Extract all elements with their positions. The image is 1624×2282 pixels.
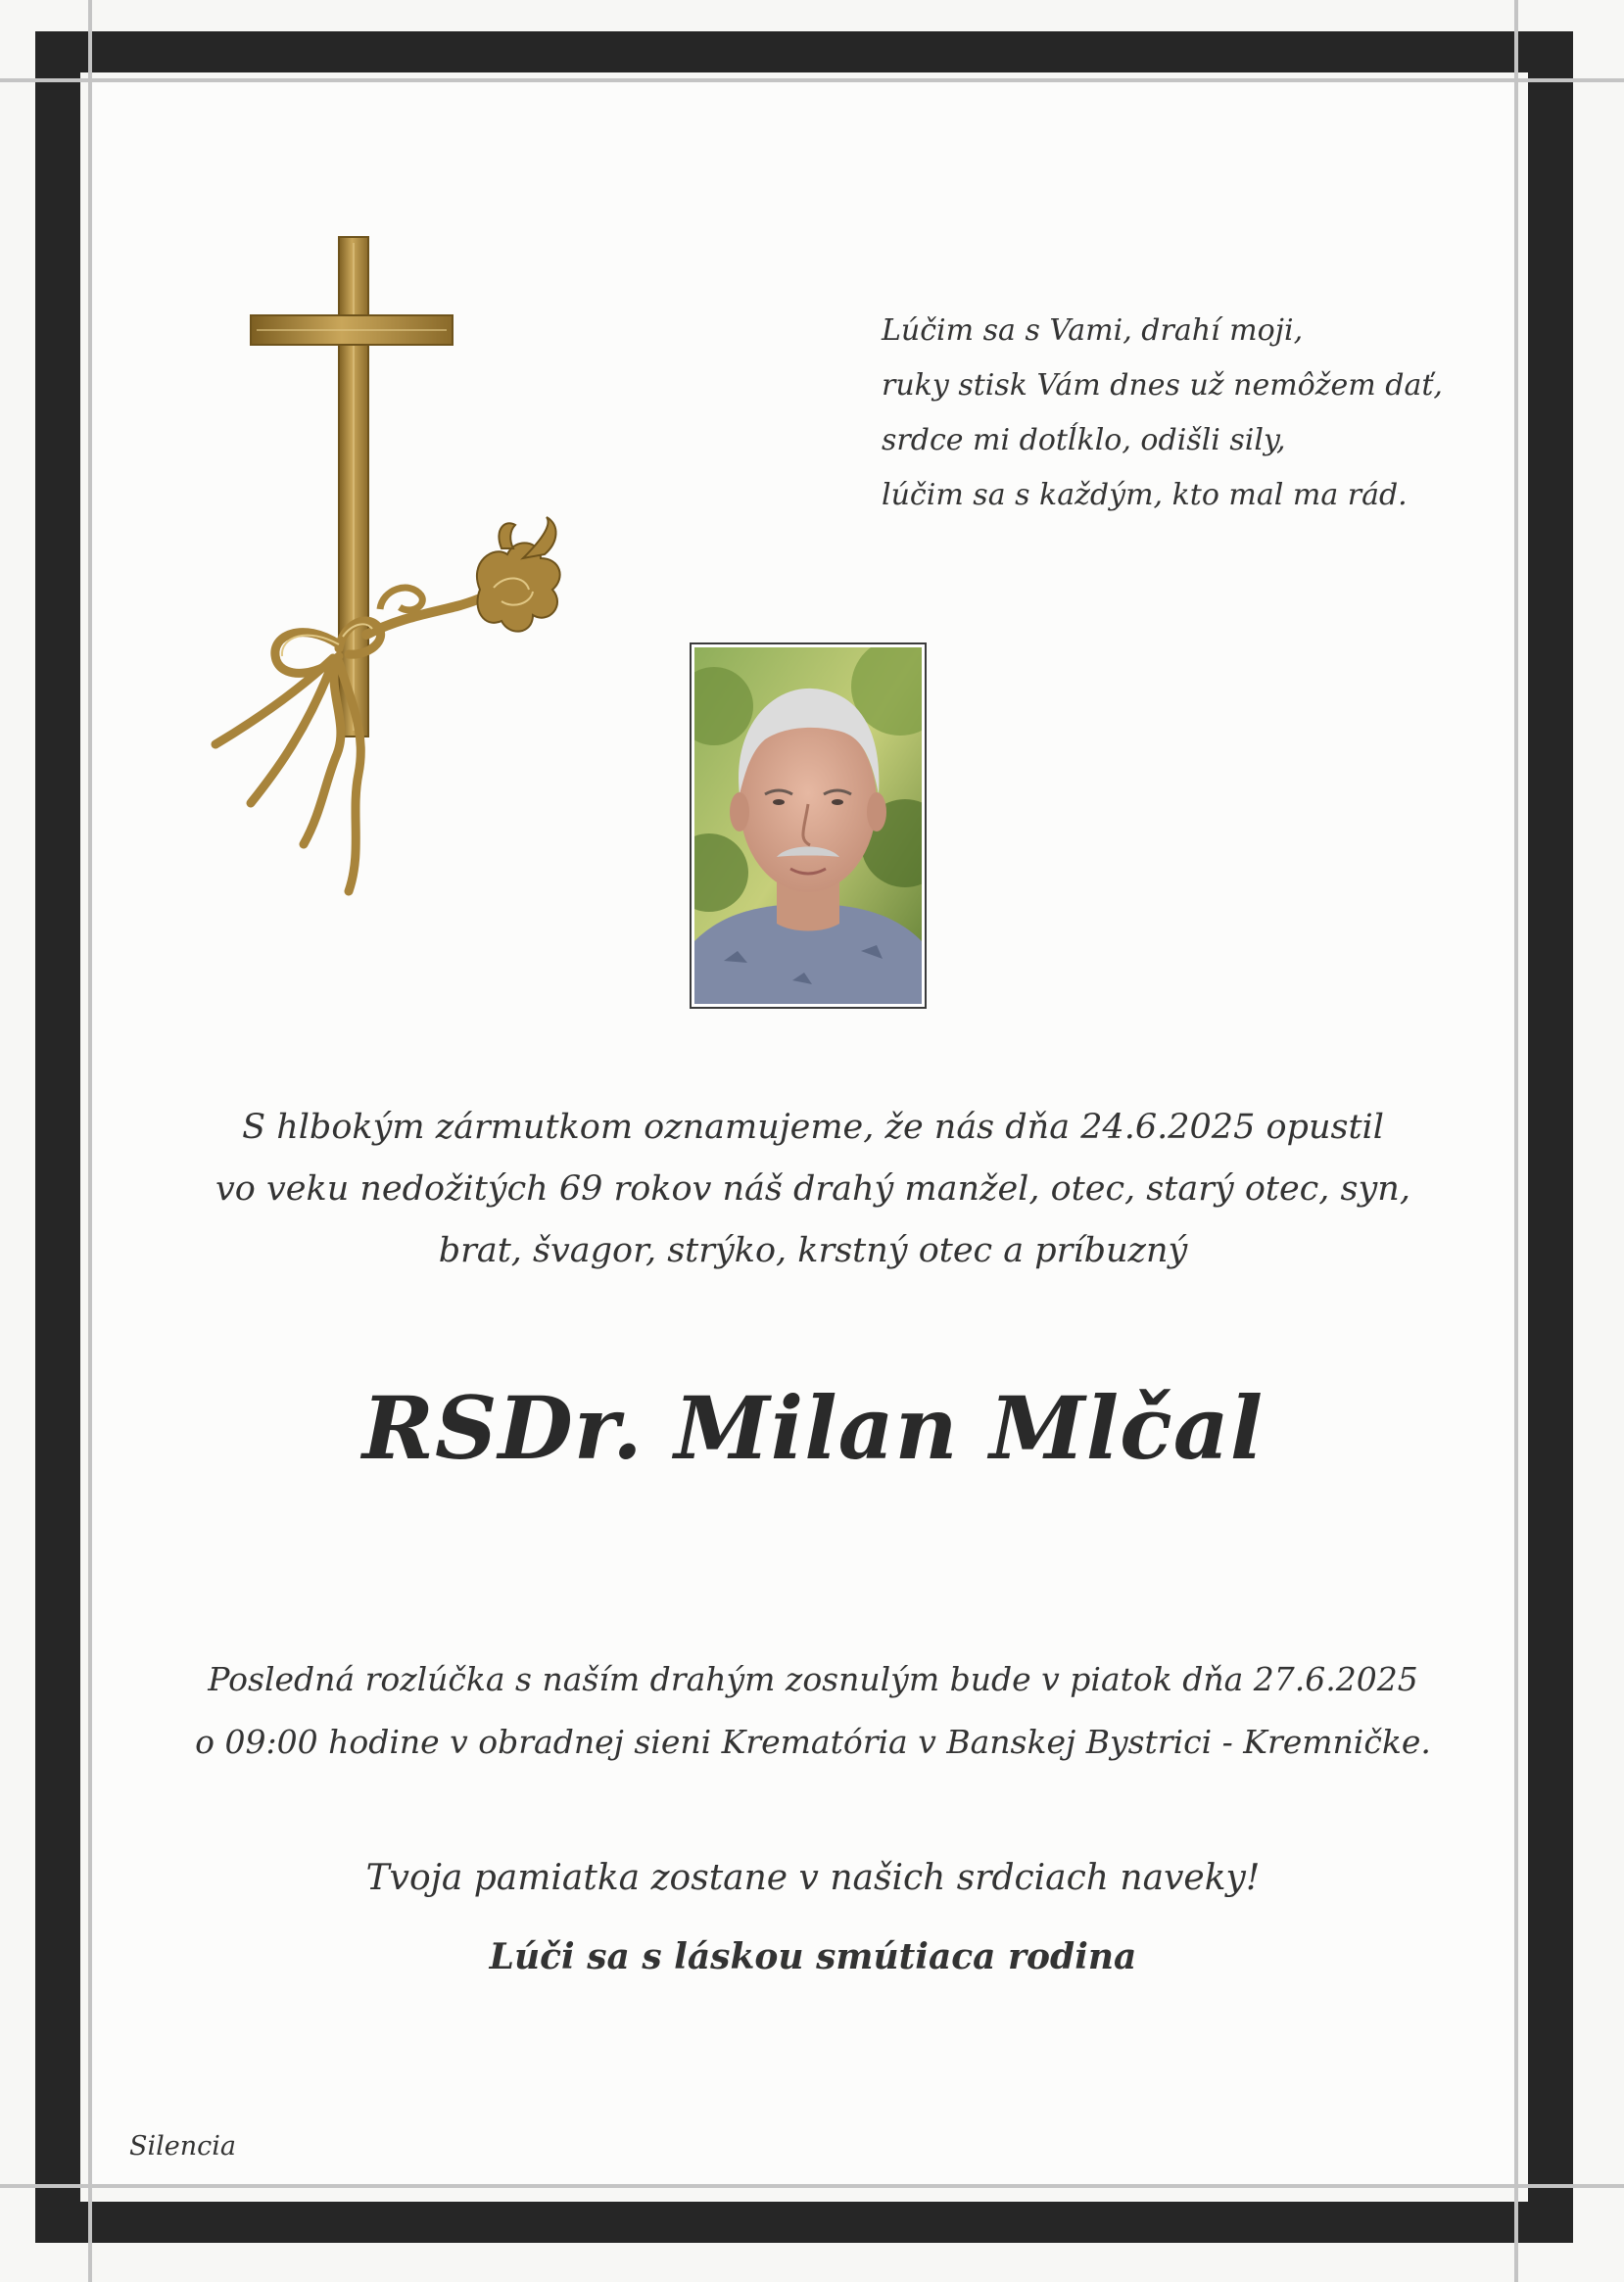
poem-line: ruky stisk Vám dnes už nemôžem dať, — [882, 368, 1443, 403]
announcement — [157, 1097, 1469, 1282]
memorial-motto: Tvoja pamiatka zostane v našich srdciach naveky! — [365, 1858, 1261, 1898]
border-right — [1528, 31, 1573, 2243]
portrait-photo — [690, 642, 927, 1009]
announcement-line: vo veku nedožitých 69 rokov náš drahý manžel, otec, starý otec, syn, — [215, 1169, 1410, 1209]
poem — [882, 304, 1443, 523]
deceased-name: RSDr. Milan Mlčal — [361, 1377, 1265, 1479]
funeral-info — [157, 1648, 1469, 1774]
brand-mark: Silencia — [129, 2131, 236, 2162]
portrait-image — [694, 647, 922, 1004]
poem-line: srdce mi dotĺklo, odišli sily, — [882, 423, 1286, 457]
poem-line: Lúčim sa s Vami, drahí moji, — [882, 313, 1304, 348]
grey-line-right — [1514, 0, 1518, 2282]
border-bottom — [35, 2202, 1573, 2243]
funeral-info-line: Posledná rozlúčka s naším drahým zosnulým bude v piatok dňa 27.6.2025 — [208, 1660, 1418, 1698]
announcement-line: brat, švagor, strýko, krstný otec a príbuzný — [438, 1231, 1188, 1270]
closing — [157, 1839, 1469, 1996]
border-top — [35, 31, 1573, 72]
poem-line: lúčim sa s každým, kto mal ma rád. — [882, 478, 1408, 512]
border-left — [35, 31, 80, 2243]
cross-with-rose-icon — [157, 225, 568, 950]
family-signature: Lúči sa s láskou smútiaca rodina — [489, 1936, 1137, 1977]
funeral-info-line: o 09:00 hodine v obradnej sieni Krematória v Banskej Bystrici - Kremničke. — [195, 1723, 1431, 1761]
grey-line-bottom — [0, 2184, 1624, 2188]
announcement-line: S hlbokým zármutkom oznamujeme, že nás dňa 24.6.2025 opustil — [242, 1108, 1384, 1147]
